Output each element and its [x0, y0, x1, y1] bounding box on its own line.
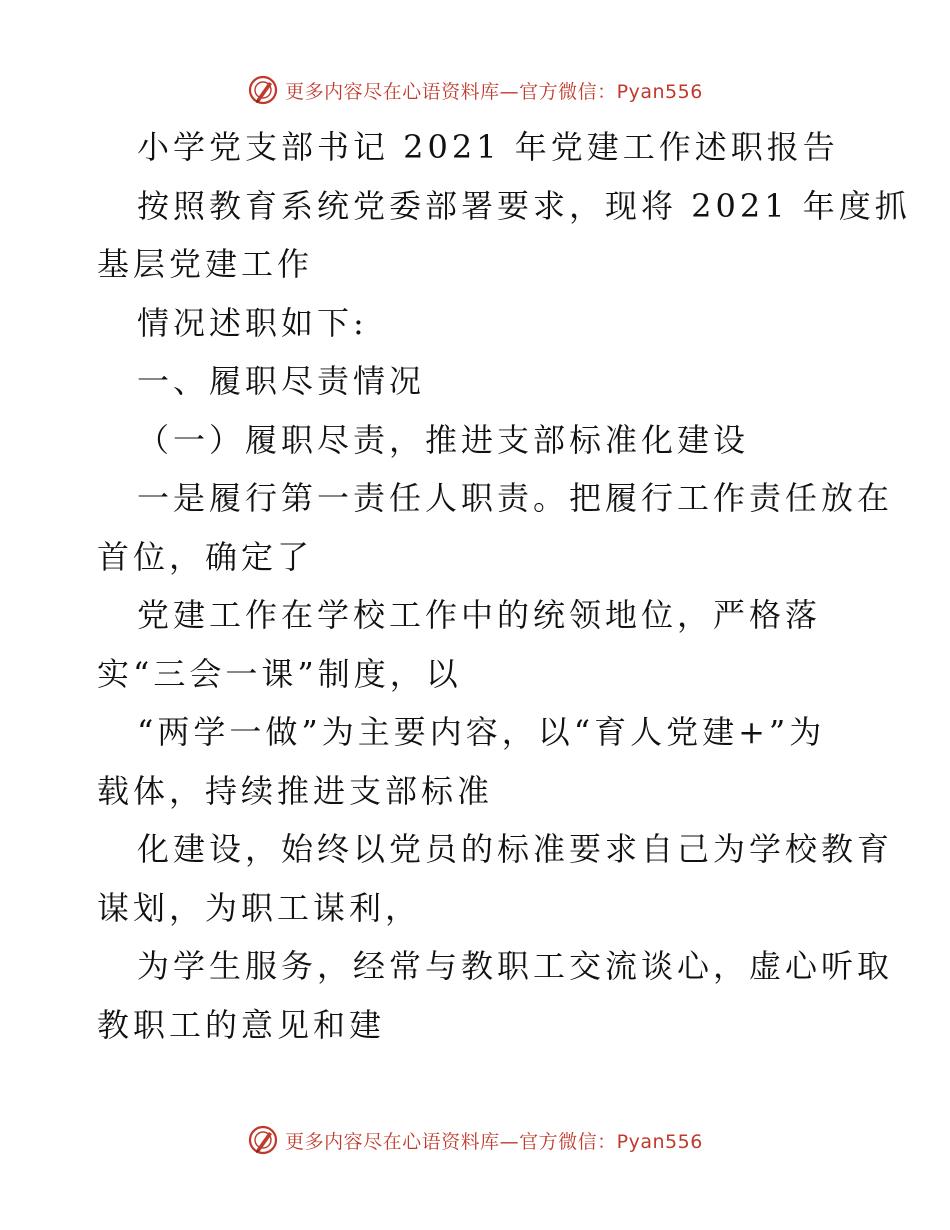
section-heading: 一、履职尽责情况: [137, 362, 426, 400]
paragraph-line: 党建工作在学校工作中的统领地位，严格落: [137, 596, 822, 634]
banner-text: 更多内容尽在心语资料库—官方微信：Pyan556: [285, 80, 703, 103]
paragraph-line: 载体，持续推进支部标准: [97, 771, 494, 810]
paragraph-line: 情况述职如下:: [137, 303, 368, 342]
paragraph-line: 实“三会一课”制度，以: [97, 654, 462, 693]
paragraph-line: 为学生服务，经常与教职工交流谈心，虚心听取: [137, 947, 894, 985]
paragraph-line: 谋划，为职工谋利，: [97, 888, 422, 927]
paragraph-line: 一是履行第一责任人职责。把履行工作责任放在: [137, 479, 894, 517]
document-title: 小学党支部书记 2021 年党建工作述职报告: [137, 128, 839, 166]
document-body: [97, 118, 911, 1054]
footer-banner: [0, 1120, 950, 1160]
paragraph-line: 教职工的意见和建: [97, 1005, 386, 1044]
subsection-heading: （一）履职尽责，推进支部标准化建设: [137, 420, 750, 459]
paragraph-line: 按照教育系统党委部署要求，现将 2021 年度抓: [137, 186, 911, 225]
pen-seal-icon: [247, 74, 279, 106]
header-banner: [0, 70, 950, 110]
paragraph-line: 化建设，始终以党员的标准要求自己为学校教育: [137, 830, 894, 868]
paragraph-line: “两学一做”为主要内容，以“育人党建+”为: [137, 713, 826, 751]
paragraph-line: 基层党建工作: [97, 245, 314, 283]
paragraph-line: 首位，确定了: [97, 537, 314, 576]
pen-seal-icon: [247, 1124, 279, 1156]
banner-text: 更多内容尽在心语资料库—官方微信：Pyan556: [285, 1130, 703, 1153]
